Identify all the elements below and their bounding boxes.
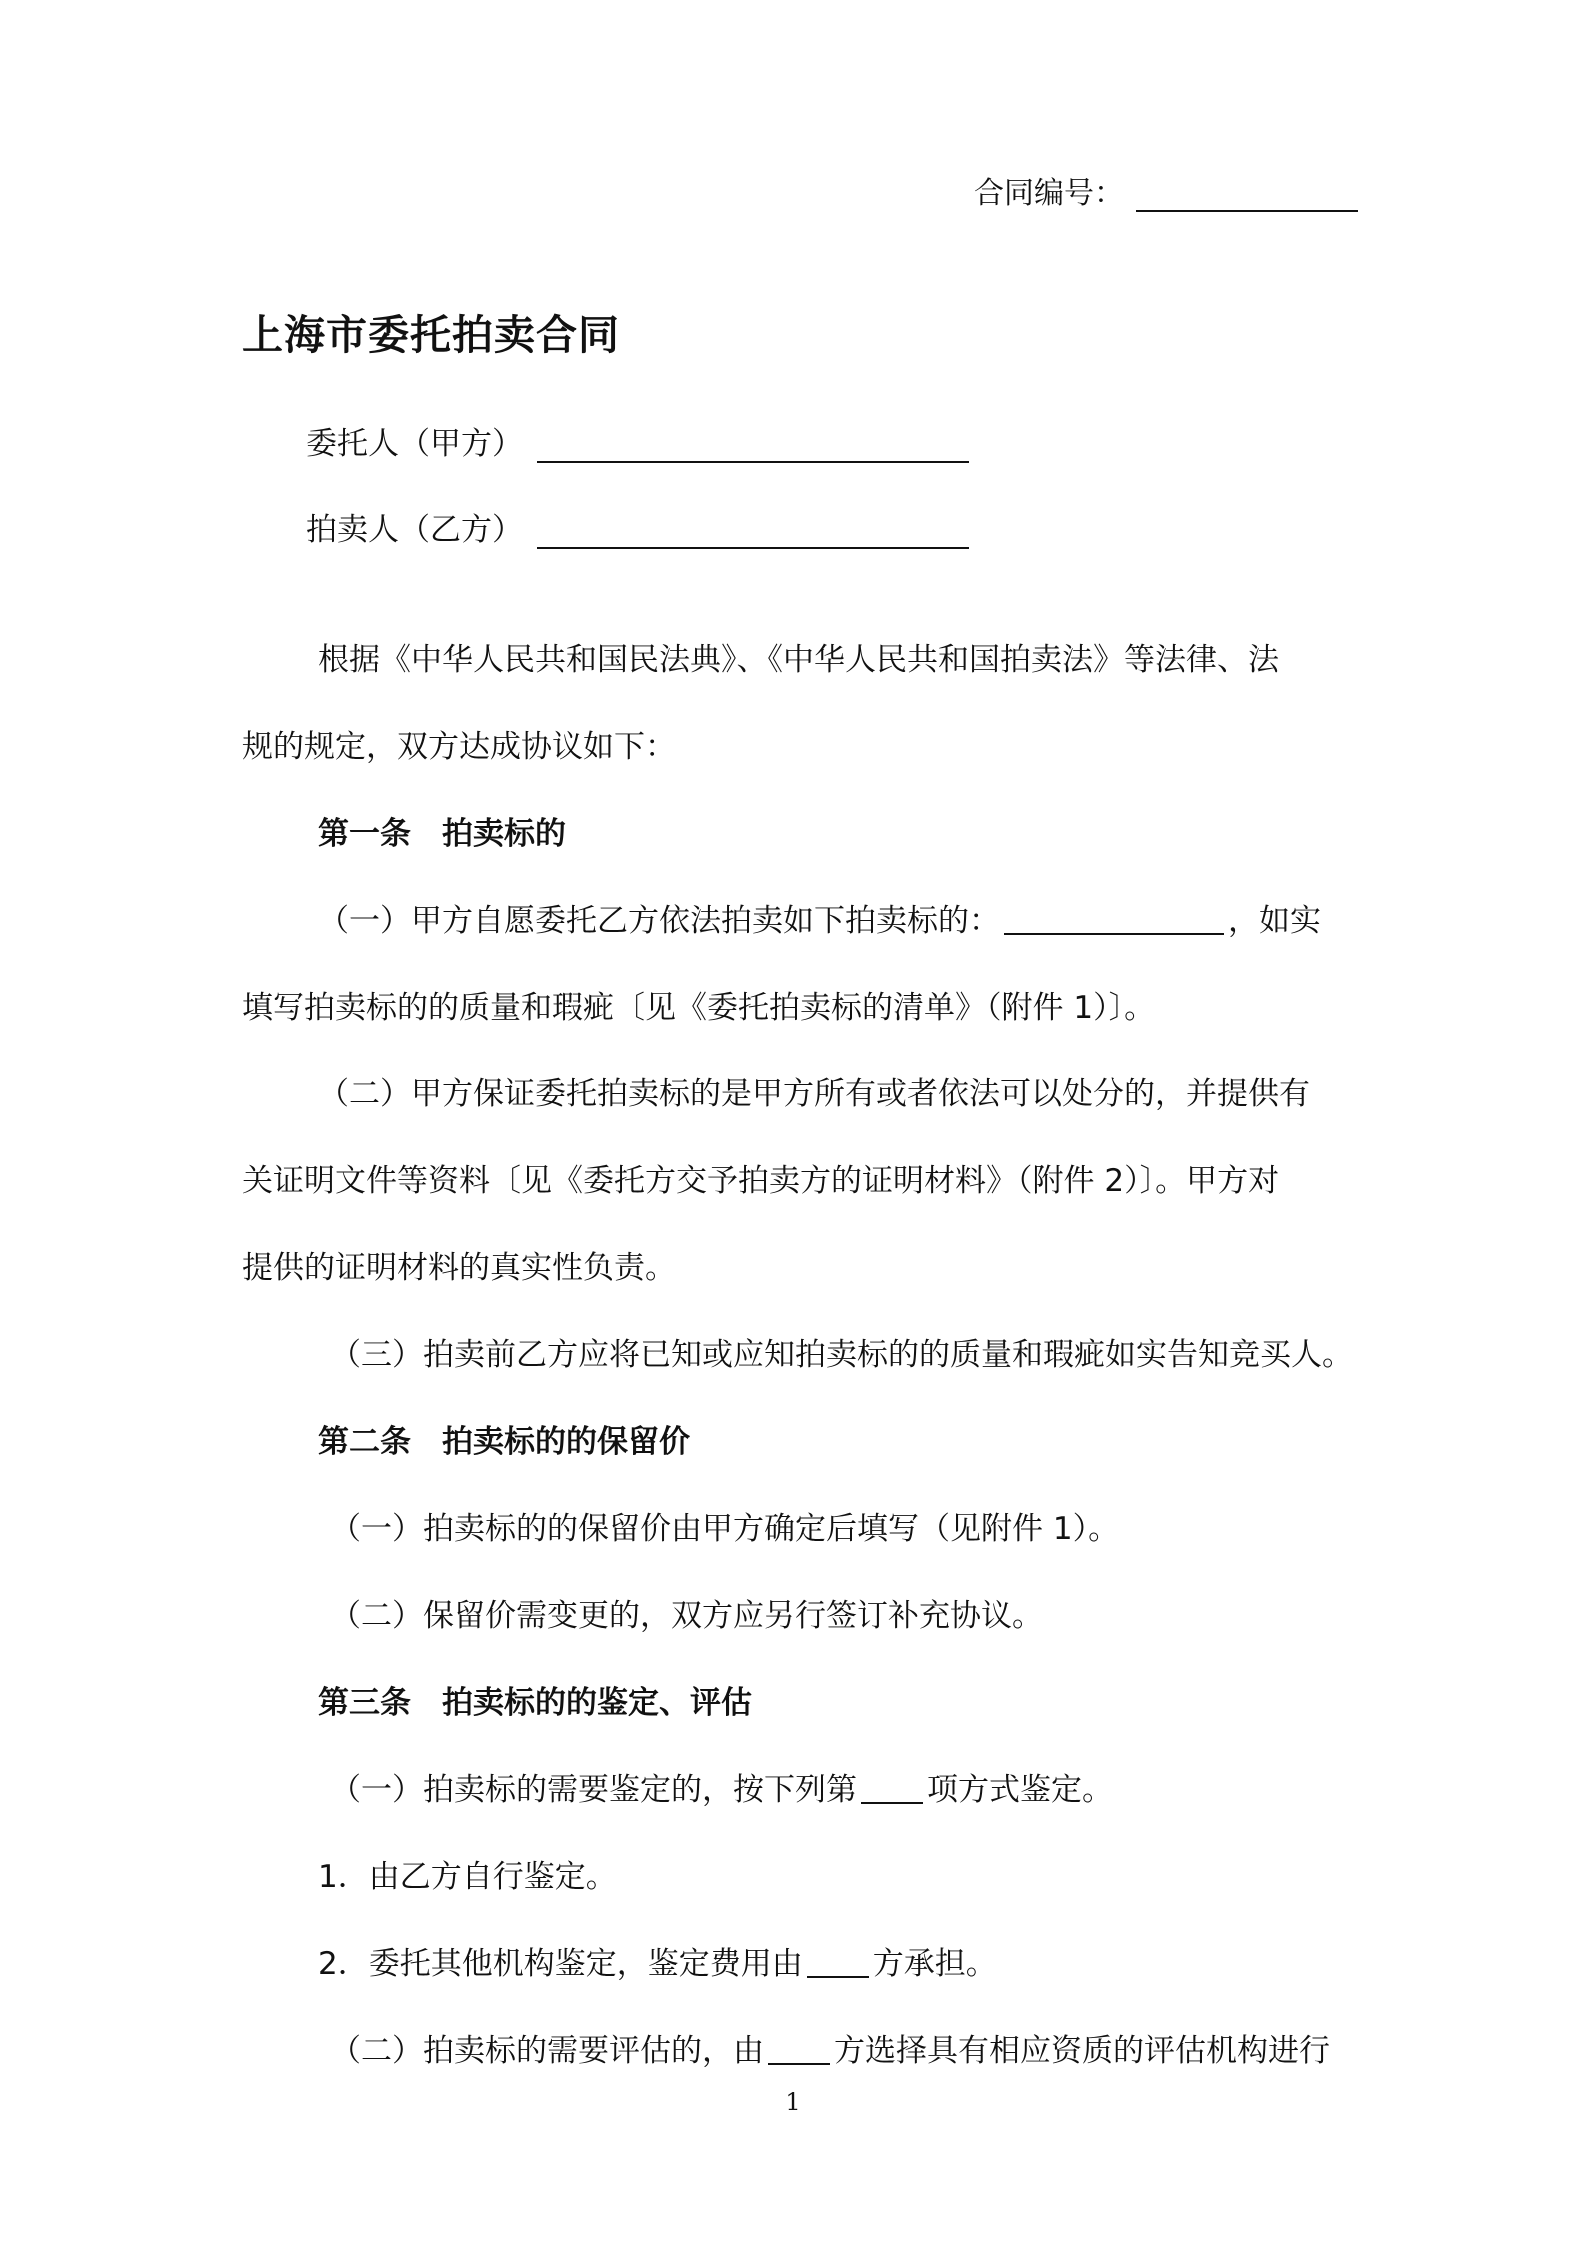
article-1-heading: 第一条 拍卖标的 (318, 816, 566, 852)
contract-number-blank[interactable] (1136, 176, 1358, 212)
auctioneer-name-blank[interactable] (537, 513, 969, 549)
auctioneer-party-line (306, 504, 969, 549)
article-3-para-2 (330, 2025, 1330, 2070)
page-number: 1 (785, 2088, 801, 2116)
article-1-para-1-line-1 (318, 895, 1321, 940)
appraisal-method-blank[interactable] (861, 1772, 923, 1804)
article-2-para-2: （二）保留价需变更的，双方应另行签订补充协议。 (330, 1598, 1043, 1634)
article-1-para-2-line-1: （二）甲方保证委托拍卖标的是甲方所有或者依法可以处分的，并提供有 (318, 1076, 1310, 1112)
article-3-item-1: 1．由乙方自行鉴定。 (318, 1859, 617, 1895)
evaluation-party-blank[interactable] (768, 2033, 830, 2065)
article-1-para-2-line-2: 关证明文件等资料〔见《委托方交予拍卖方的证明材料》（附件 2）〕。甲方对 (242, 1163, 1280, 1199)
client-name-blank[interactable] (537, 427, 969, 463)
article-3-para-2-text-a: （二）拍卖标的需要评估的，由 (330, 2033, 764, 2069)
article-3-heading: 第三条 拍卖标的的鉴定、评估 (318, 1685, 752, 1721)
appraisal-fee-party-blank[interactable] (807, 1946, 869, 1978)
client-label: 委托人（甲方） (306, 426, 523, 462)
contract-number-field (974, 168, 1358, 212)
preamble-line-2: 规的规定，双方达成协议如下： (242, 729, 676, 765)
article-3-item-2 (318, 1938, 997, 1983)
article-3-para-2-text-b: 方选择具有相应资质的评估机构进行 (834, 2033, 1330, 2069)
article-2-heading: 第二条 拍卖标的的保留价 (318, 1424, 690, 1460)
auctioneer-label: 拍卖人（乙方） (306, 512, 523, 548)
preamble-line-1: 根据《中华人民共和国民法典》、《中华人民共和国拍卖法》等法律、法 (318, 642, 1279, 678)
article-3-item-2-text-b: 方承担。 (872, 1946, 997, 1982)
article-3-para-1-text-a: （一）拍卖标的需要鉴定的，按下列第 (330, 1772, 857, 1808)
article-3-item-2-text-a: 2．委托其他机构鉴定，鉴定费用由 (318, 1946, 803, 1982)
article-1-para-1-text-b: ，如实 (1228, 903, 1321, 939)
article-3-para-1 (330, 1764, 1113, 1809)
article-3-para-1-text-b: 项方式鉴定。 (927, 1772, 1113, 1808)
article-2-para-1: （一）拍卖标的的保留价由甲方确定后填写（见附件 1）。 (330, 1511, 1120, 1547)
client-party-line (306, 418, 969, 463)
contract-number-label: 合同编号： (974, 176, 1124, 211)
article-1-para-1-line-2: 填写拍卖标的的质量和瑕疵〔见《委托拍卖标的清单》（附件 1）〕。 (242, 990, 1156, 1026)
article-1-para-3: （三）拍卖前乙方应将已知或应知拍卖标的的质量和瑕疵如实告知竞买人。 (330, 1337, 1353, 1373)
article-1-para-1-text-a: （一）甲方自愿委托乙方依法拍卖如下拍卖标的： (318, 903, 1000, 939)
auction-subject-blank[interactable] (1004, 903, 1224, 935)
document-title: 上海市委托拍卖合同 (242, 311, 620, 359)
article-1-para-2-line-3: 提供的证明材料的真实性负责。 (242, 1250, 676, 1286)
